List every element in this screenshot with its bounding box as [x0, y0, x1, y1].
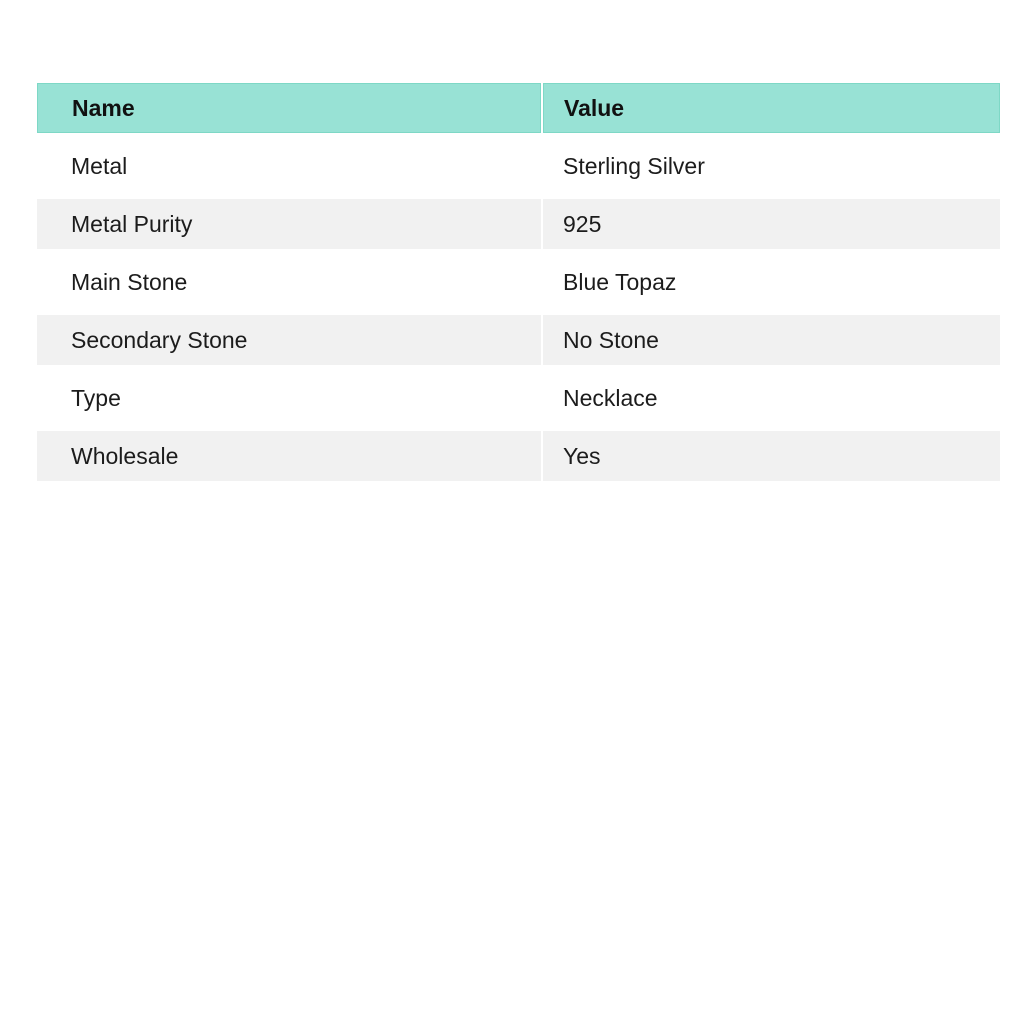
table-row [37, 315, 1000, 365]
table-row [37, 141, 1000, 191]
attributes-table [37, 83, 1000, 489]
attribute-name-cell: Metal [37, 141, 541, 191]
table-row [37, 373, 1000, 423]
attribute-name-cell: Type [37, 373, 541, 423]
attribute-value-cell: No Stone [543, 315, 1000, 365]
attribute-value-cell: Yes [543, 431, 1000, 481]
attribute-value-cell: 925 [543, 199, 1000, 249]
table-row [37, 199, 1000, 249]
attribute-value-cell: Blue Topaz [543, 257, 1000, 307]
attribute-value-cell: Necklace [543, 373, 1000, 423]
column-header-name: Name [37, 83, 541, 133]
table-row [37, 431, 1000, 481]
table-row [37, 257, 1000, 307]
table-header-row [37, 83, 1000, 133]
attribute-name-cell: Secondary Stone [37, 315, 541, 365]
attribute-name-cell: Wholesale [37, 431, 541, 481]
column-header-value: Value [543, 83, 1000, 133]
attribute-value-cell: Sterling Silver [543, 141, 1000, 191]
attribute-name-cell: Main Stone [37, 257, 541, 307]
attribute-name-cell: Metal Purity [37, 199, 541, 249]
